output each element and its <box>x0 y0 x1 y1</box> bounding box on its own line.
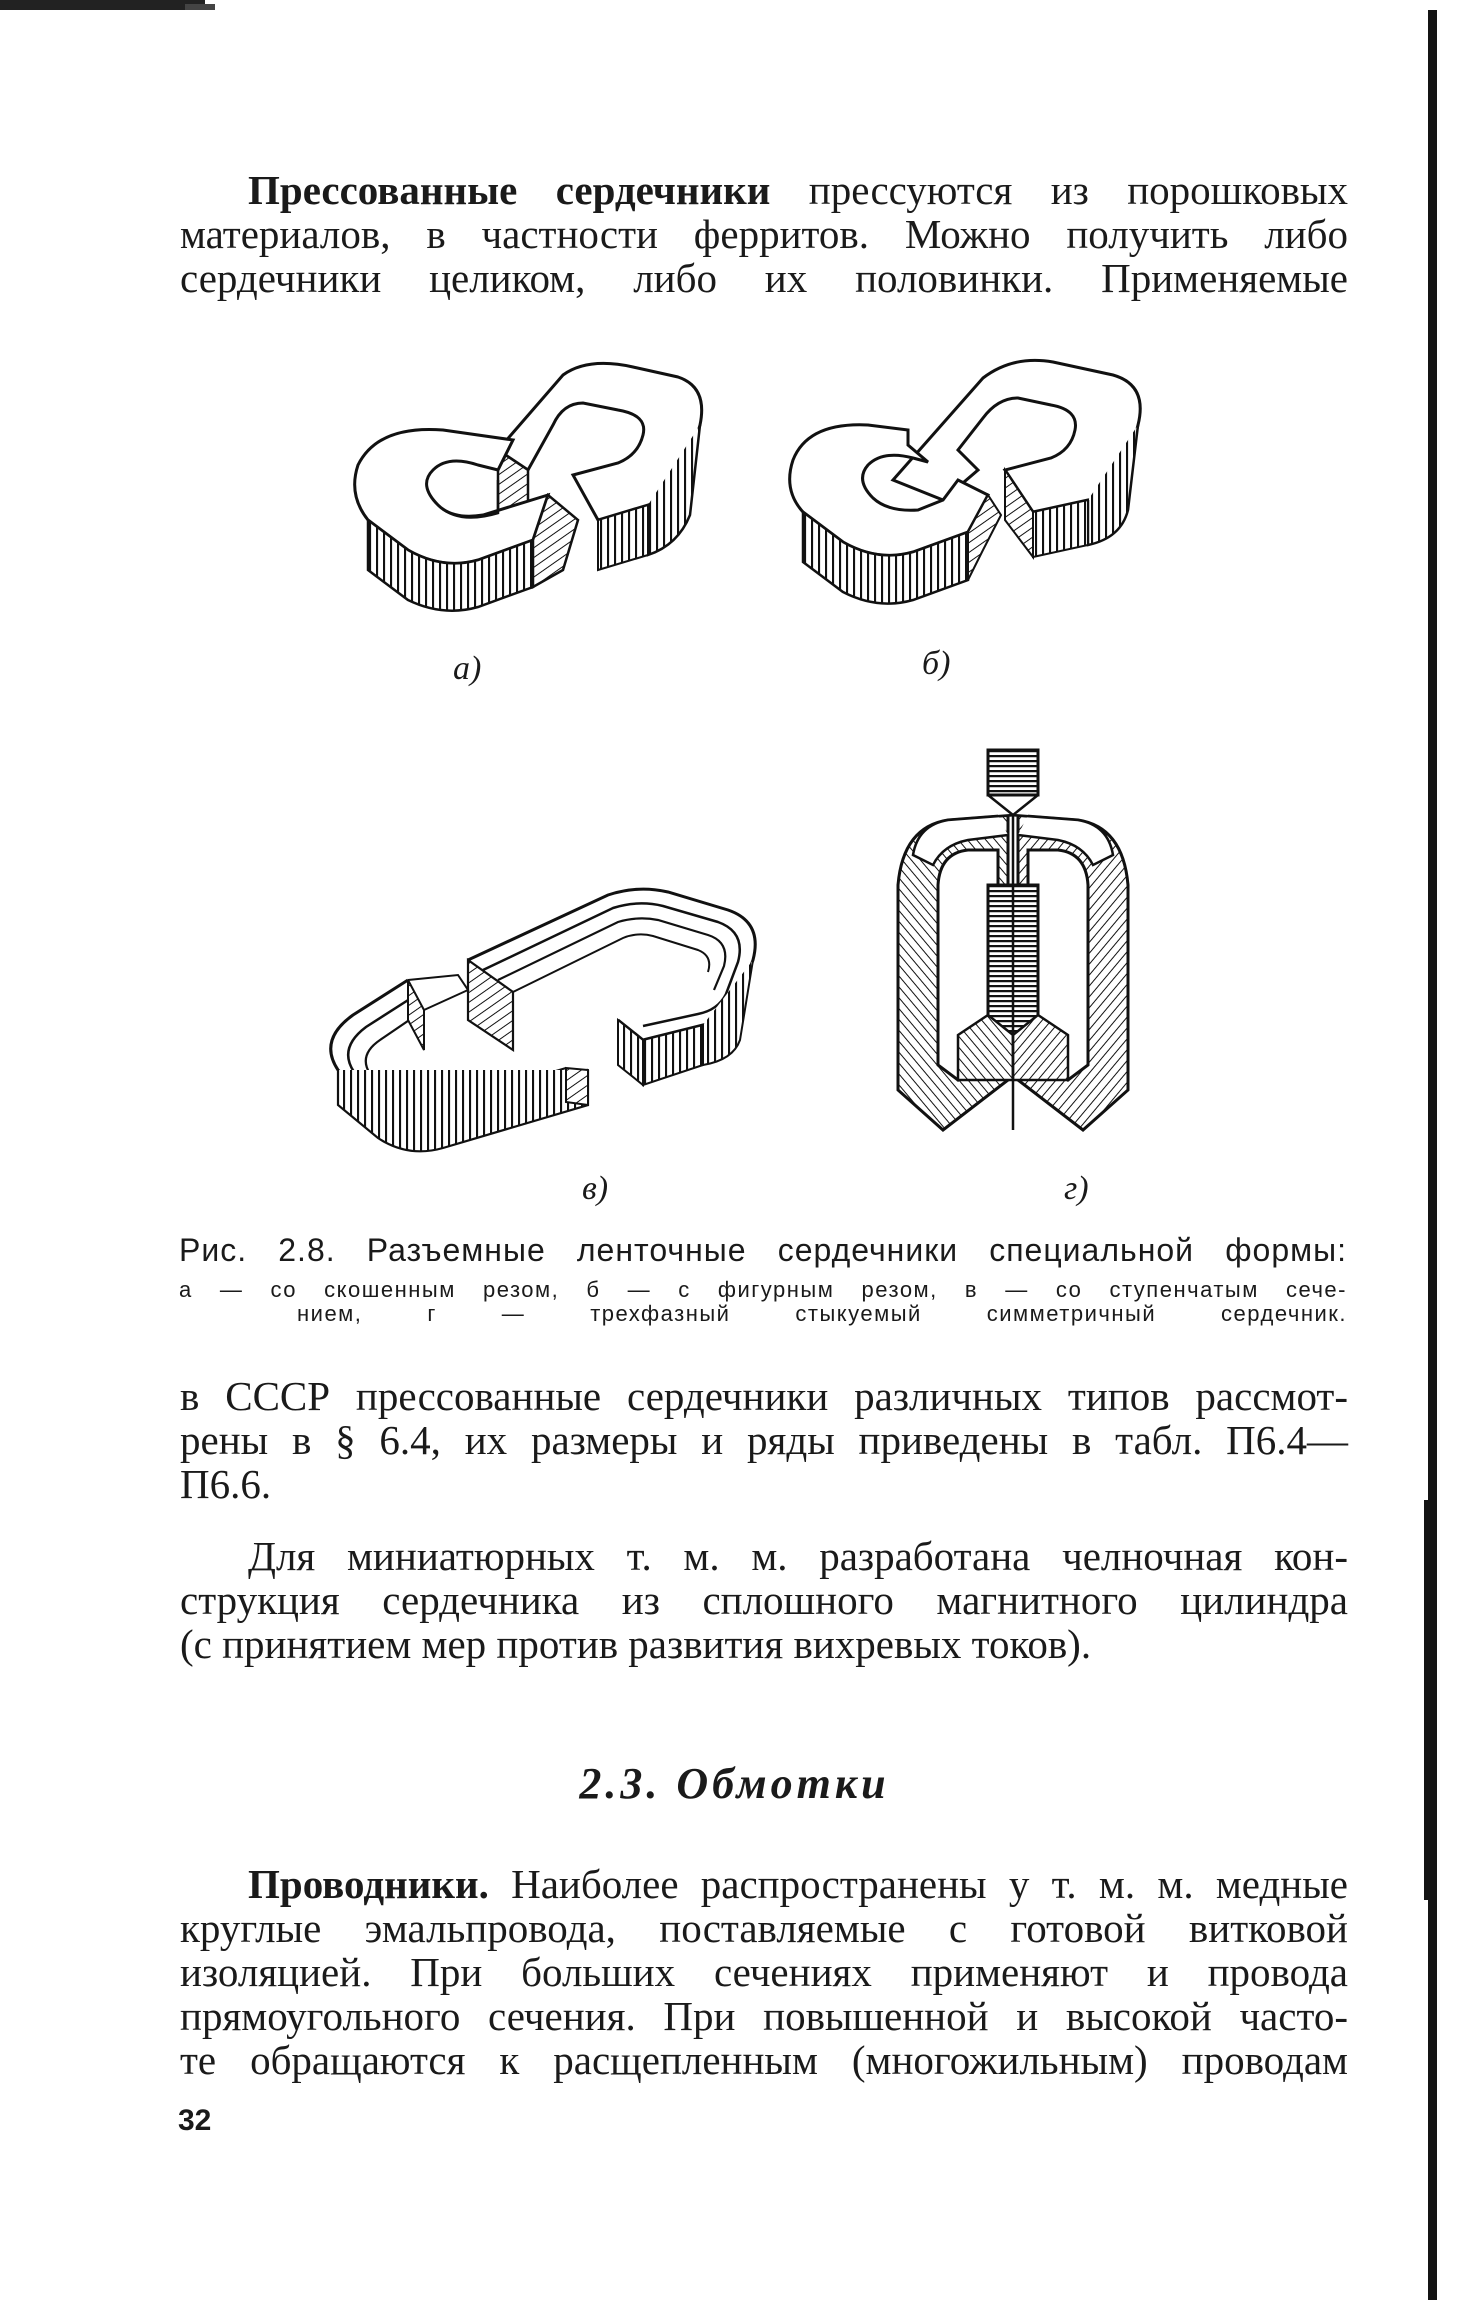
figure-caption-title: Рис. 2.8. Разъемные ленточные сердечники специальной формы: <box>179 1232 1347 1268</box>
figure-label-b: б) <box>922 645 951 682</box>
figure-core-b <box>783 350 1163 645</box>
text-line: Прессованные сердечники прессуются из порошковых <box>248 167 1348 213</box>
text-line: Для миниатюрных т. м. м. разработана челночная кон- <box>248 1533 1348 1579</box>
caption-line: нием, г — трехфазный стыкуемый симметричный сердечник. <box>297 1301 1347 1326</box>
figure-core-g <box>888 735 1138 1145</box>
text-line: в СССР прессованные сердечники различных типов рассмот- <box>180 1373 1348 1419</box>
figure-core-a <box>348 355 718 645</box>
paragraph-lead: Проводники. <box>248 1861 489 1907</box>
text-line: рены в § 6.4, их размеры и ряды приведены в табл. П6.4— <box>180 1417 1348 1463</box>
text-line: струкция сердечника из сплошного магнитного цилиндра <box>180 1577 1348 1623</box>
figure-label-a: а) <box>453 650 482 687</box>
text-line: П6.6. <box>180 1461 272 1507</box>
paragraph-miniature <box>180 1534 1348 1666</box>
paragraph-lead: Прессованные сердечники <box>248 167 771 213</box>
text-line: материалов, в частности ферритов. Можно получить либо <box>180 211 1348 257</box>
paragraph-pressed-cores <box>180 168 1348 300</box>
text-line: изоляцией. При больших сечениях применяют и провода <box>180 1949 1348 1995</box>
page-number: 32 <box>178 2104 212 2137</box>
figure-label-g: г) <box>1064 1170 1089 1207</box>
paragraph-ussr-cores <box>180 1374 1348 1506</box>
scan-edge-right <box>1428 10 1437 2300</box>
text-line: прямоугольного сечения. При повышенной и высокой часто- <box>180 1993 1348 2039</box>
figure-caption-body <box>179 1278 1347 1326</box>
text-line: круглые эмальпровода, поставляемые с готовой витковой <box>180 1905 1348 1951</box>
scan-artifact-top <box>0 0 205 10</box>
text-line: Проводники. Наиболее распространены у т. м. м. медные <box>248 1861 1348 1907</box>
text-line: (с принятием мер против развития вихревых токов). <box>180 1621 1092 1667</box>
section-heading: 2.3. Обмотки <box>579 1759 890 1808</box>
text-line: сердечники целиком, либо их половинки. Применяемые <box>180 255 1348 301</box>
figure-core-v <box>308 880 778 1170</box>
text-line: те обращаются к расщепленным (многожильным) проводам <box>180 2037 1348 2083</box>
figure-label-v: в) <box>582 1170 609 1207</box>
scan-edge-right-2 <box>1424 1500 1429 1900</box>
paragraph-conductors <box>180 1862 1348 2082</box>
scan-artifact-top-2 <box>185 4 215 10</box>
caption-line: а — со скошенным резом, б — с фигурным резом, в — со ступенчатым сече- <box>179 1277 1347 1302</box>
